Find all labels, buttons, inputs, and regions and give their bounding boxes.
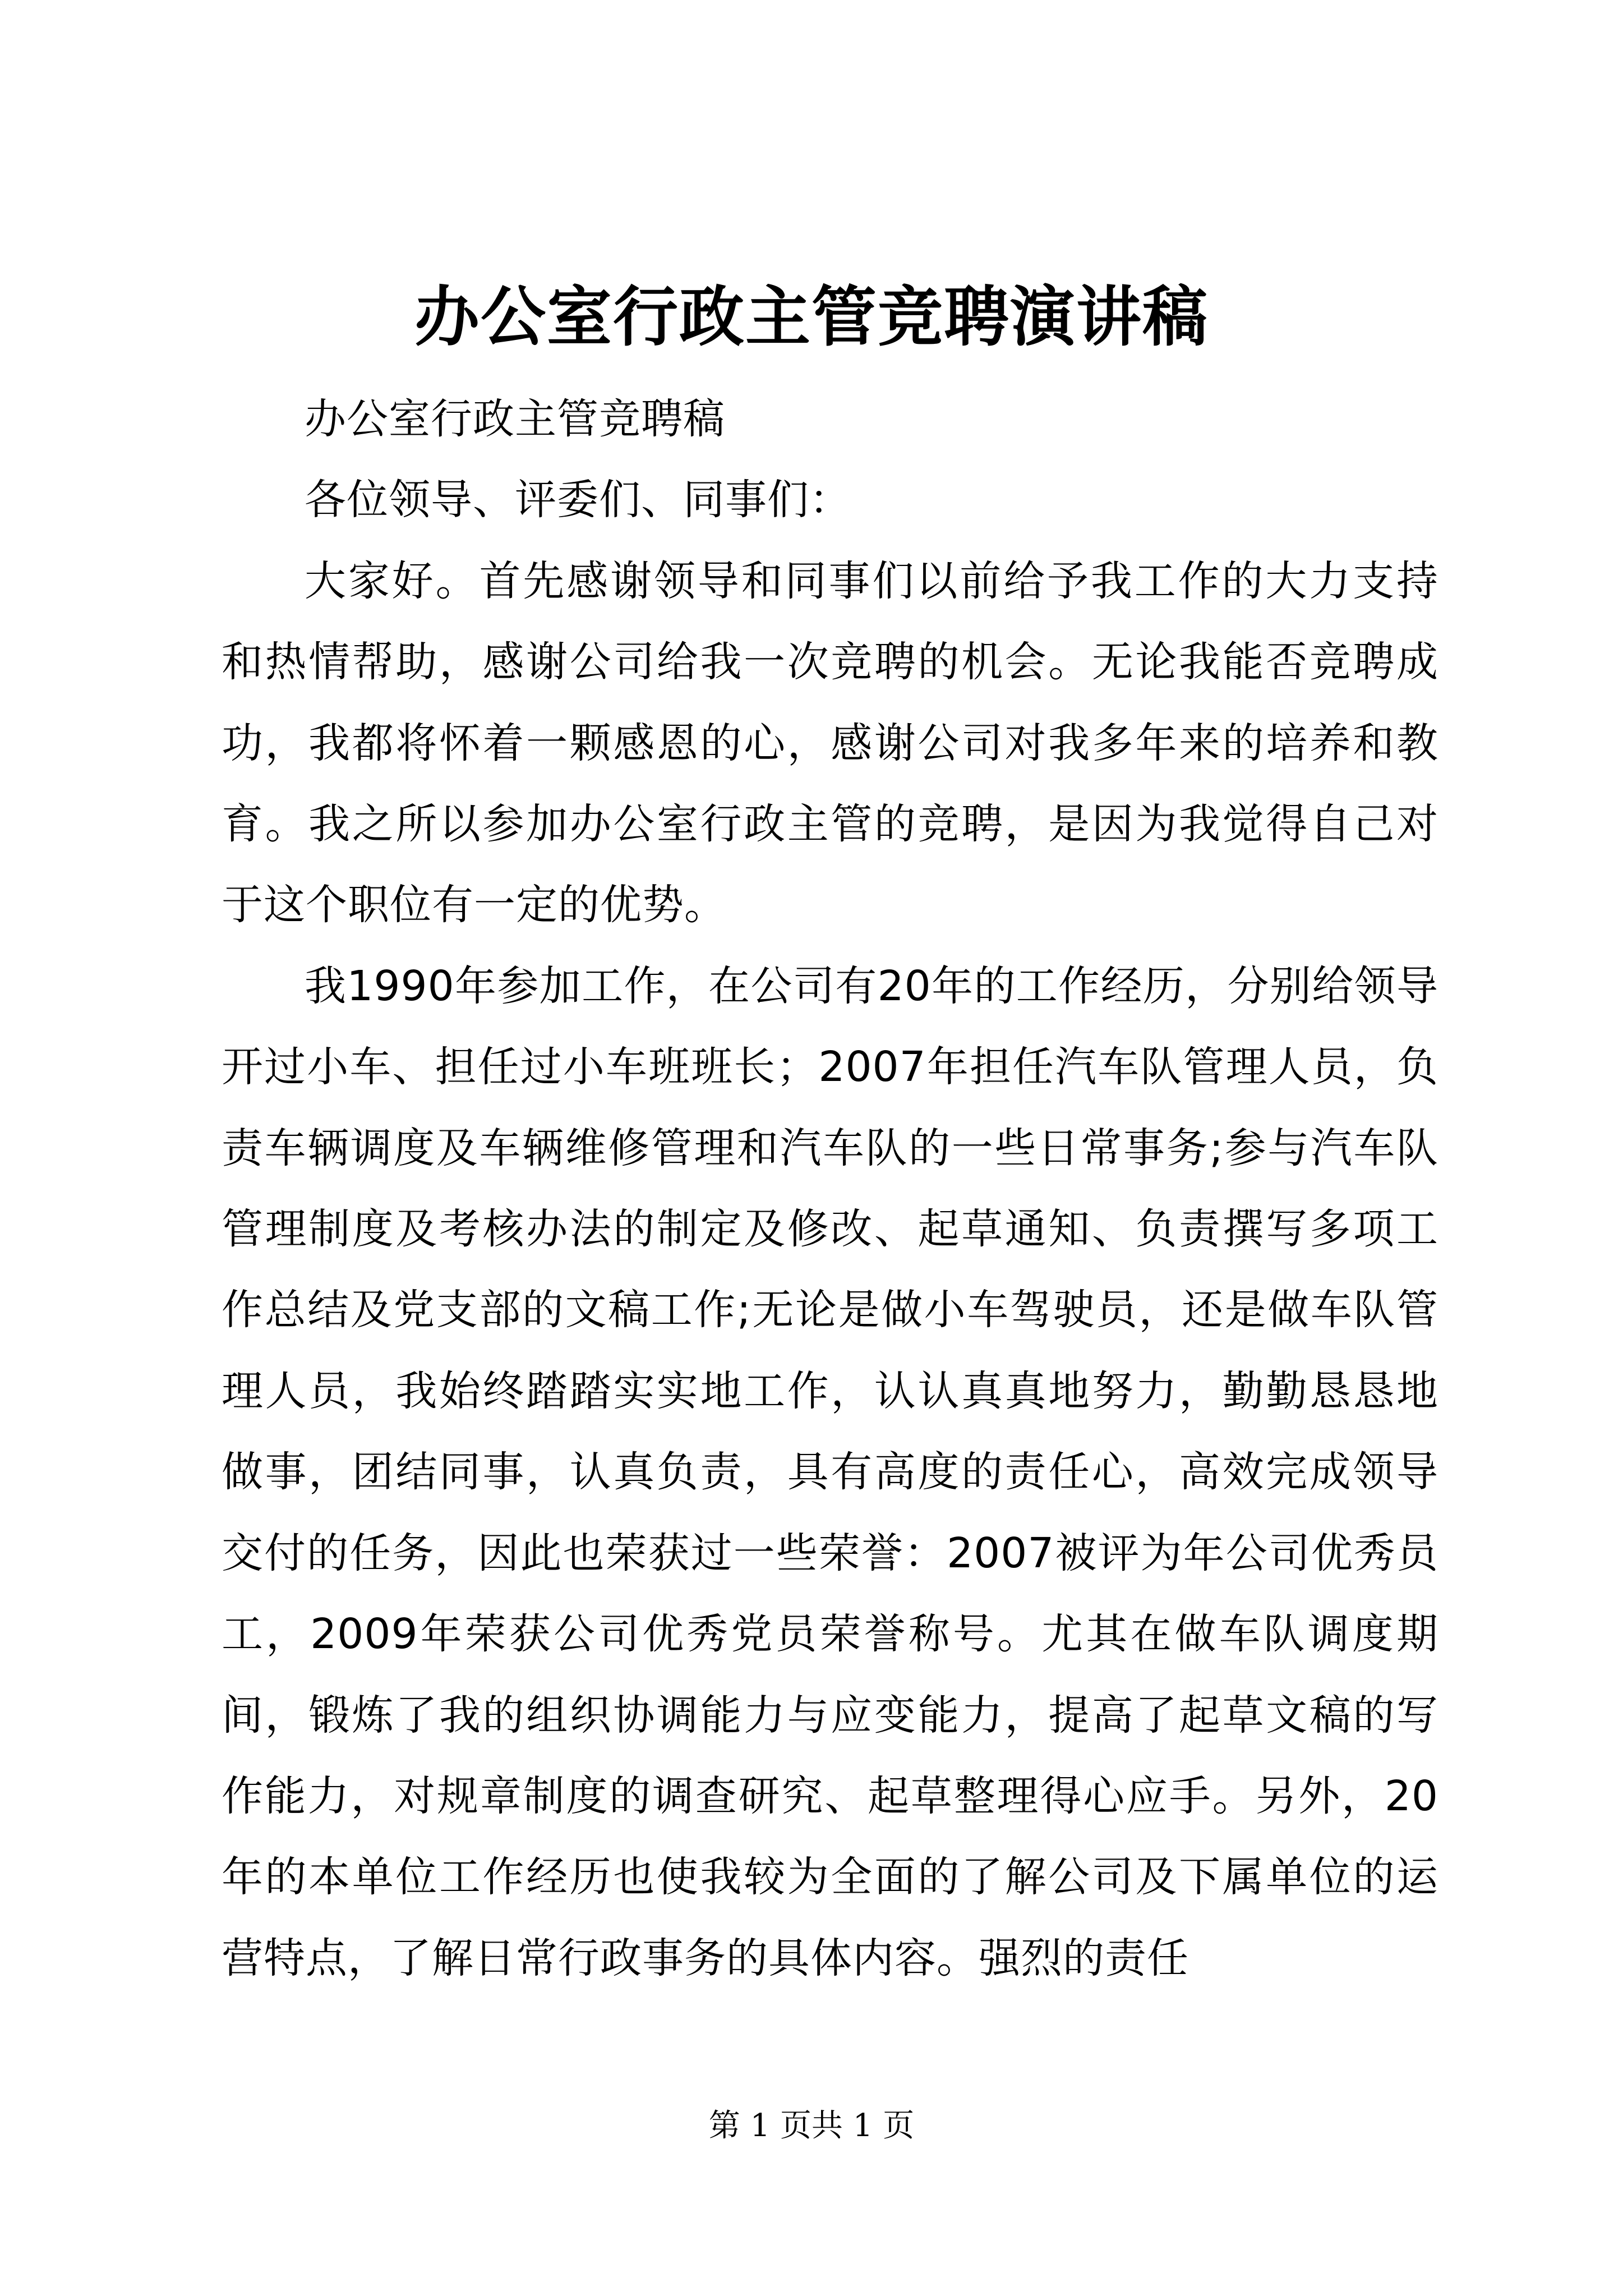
paragraph-salutation: 各位领导、评委们、同事们： xyxy=(305,476,851,524)
document-title: 办公室行政主管竞聘演讲稿 xyxy=(414,279,1209,355)
page-number-total: 共 1 页 xyxy=(811,2108,915,2144)
page-number-current: 第 1 页 xyxy=(708,2108,811,2144)
paragraph-heading: 办公室行政主管竞聘稿 xyxy=(305,395,725,443)
paragraph-experience: 我1990年参加工作，在公司有20年的工作经历，分别给领导开过小车、担任过小车班班长；2007年担任汽车队管理人员，负责车辆调度及车辆维修管理和汽车队的一些日常事务;参与汽车队管理制度及考核办法的制定及修改、起草通知、负责撰写多项工作总结及党支部的文稿工作;无论是做小车驾驶员，还是做车队管理人员，我始终踏踏实实地工作，认认真真地努力，勤勤恳恳地做事，团结同事，认真负责，具有高度的责任心，高效完成领导交付的任务，因此也荣获过一些荣誉：2007被评为年公司优秀员工，2009年荣获公司优秀党员荣誉称号。尤其在做车队调度期间，锻炼了我的组织协调能力与应变能力，提高了起草文稿的写作能力，对规章制度的调查研究、起草整理得心应手。另外，20年的本单位工作经历也使我较为全面的了解公司及下属单位的运营特点，了解日常行政事务的具体内容。强烈的责任 xyxy=(222,961,1438,1982)
document-body xyxy=(222,379,1438,1999)
page-footer xyxy=(0,2106,1623,2146)
paragraph-intro: 大家好。首先感谢领导和同事们以前给予我工作的大力支持和热情帮助，感谢公司给我一次竞聘的机会。无论我能否竞聘成功，我都将怀着一颗感恩的心，感谢公司对我多年来的培养和教育。我之所以参加办公室行政主管的竞聘，是因为我觉得自己对于这个职位有一定的优势。 xyxy=(222,556,1438,930)
